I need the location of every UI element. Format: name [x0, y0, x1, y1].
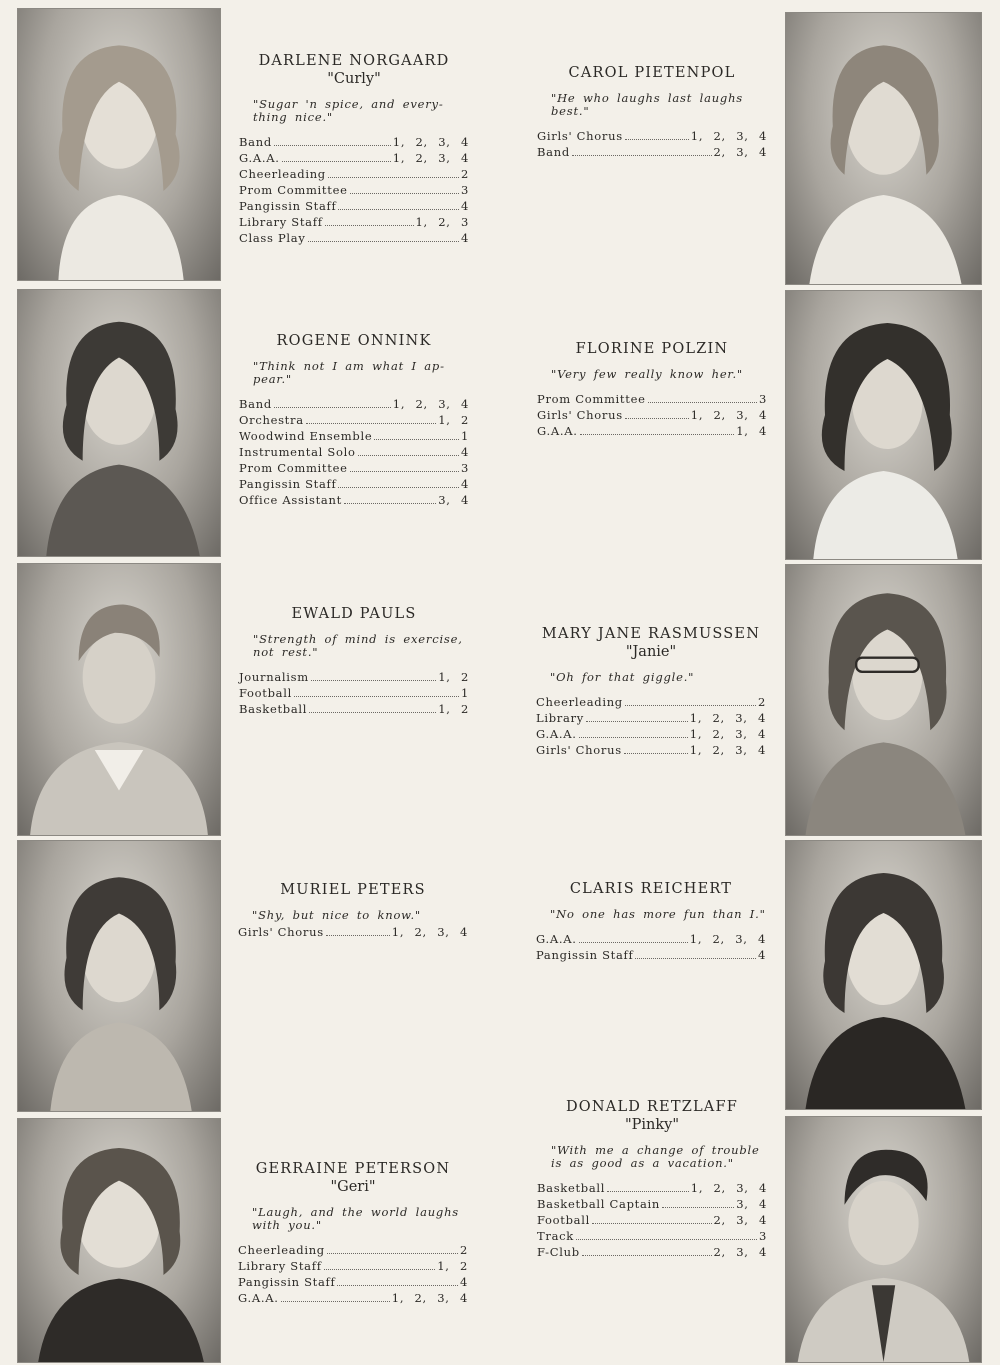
activity-row — [239, 685, 469, 701]
activity-label: Office Assistant — [239, 493, 342, 507]
activity-years: 1, 2, 3, 4 — [689, 743, 766, 757]
portrait-photo-muriel-peters — [17, 840, 221, 1112]
activity-row — [239, 166, 469, 182]
student-entry-ewald-pauls — [239, 605, 469, 717]
dot-leader — [625, 130, 689, 140]
activity-years: 3, 4 — [736, 1197, 767, 1211]
dot-leader — [324, 1260, 436, 1270]
student-nickname: "Pinky" — [624, 1117, 680, 1133]
activity-label: Prom Committee — [239, 183, 348, 197]
student-quote: "No one has more fun than I." — [550, 907, 766, 921]
student-name: MARY JANE RASMUSSEN — [541, 626, 761, 642]
dot-leader — [350, 462, 459, 472]
activity-row — [238, 924, 468, 940]
dot-leader — [327, 1244, 458, 1254]
activity-years: 3 — [758, 392, 767, 406]
activity-row — [239, 701, 469, 717]
dot-leader — [586, 712, 688, 722]
activity-years: 1, 2 — [437, 1259, 468, 1273]
activity-row — [536, 710, 766, 726]
activity-years: 1, 2, 3, 4 — [391, 925, 468, 939]
activity-row — [537, 407, 767, 423]
activity-years: 1, 2, 3, 4 — [689, 711, 766, 725]
dot-leader — [358, 446, 459, 456]
activity-label: Prom Committee — [239, 461, 348, 475]
activity-years: 4 — [460, 231, 469, 245]
activity-list — [537, 391, 767, 439]
activity-label: Cheerleading — [536, 695, 623, 709]
dot-leader — [350, 184, 459, 194]
dot-leader — [607, 1182, 689, 1192]
dot-leader — [328, 168, 459, 178]
activity-label: Basketball Captain — [537, 1197, 661, 1211]
activity-row — [239, 460, 469, 476]
student-entry-carol-pietenpol — [537, 64, 767, 160]
dot-leader — [338, 200, 459, 210]
activity-label: Library — [536, 711, 584, 725]
activity-row — [536, 742, 766, 758]
activity-years: 4 — [460, 445, 469, 459]
activity-label: Pangissin Staff — [239, 477, 337, 491]
portrait-photo-mary-jane-rasmussen — [785, 564, 982, 836]
student-name: DARLENE NORGAARD — [258, 53, 450, 69]
activity-years: 1, 2, 3, 4 — [690, 129, 767, 143]
activity-label: Football — [239, 686, 292, 700]
student-entry-donald-retzlaff — [537, 1098, 767, 1260]
activity-row — [239, 198, 469, 214]
activity-label: Instrumental Solo — [239, 445, 356, 459]
activity-label: Girls' Chorus — [537, 129, 623, 143]
student-quote: "Very few really know her." — [551, 367, 744, 381]
activity-years: 1, 4 — [736, 424, 767, 438]
student-quote: "Oh for that giggle." — [550, 670, 695, 684]
activity-years: 1 — [460, 686, 469, 700]
dot-leader — [309, 703, 436, 713]
activity-years: 2 — [459, 1243, 468, 1257]
activity-label: Basketball — [537, 1181, 606, 1195]
activity-row — [239, 182, 469, 198]
activity-list — [239, 134, 469, 246]
activity-row — [239, 428, 469, 444]
activity-row — [537, 1212, 767, 1228]
activity-years: 2, 3, 4 — [713, 145, 767, 159]
student-quote: "Strength of mind is exercise, not rest." — [253, 632, 463, 659]
activity-row — [238, 1274, 468, 1290]
student-entry-rogene-onnink — [239, 332, 469, 508]
activity-list — [536, 931, 766, 963]
activity-label: Library Staff — [238, 1259, 322, 1273]
dot-leader — [374, 430, 459, 440]
portrait-photo-ewald-pauls — [17, 563, 221, 836]
student-name: EWALD PAULS — [291, 606, 417, 622]
student-quote: "With me a change of trouble is as good as a vacation." — [551, 1143, 760, 1170]
activity-row — [537, 1244, 767, 1260]
student-name: ROGENE ONNINK — [276, 333, 432, 349]
activity-list — [238, 1242, 468, 1306]
activity-row — [239, 669, 469, 685]
activity-years: 2, 3, 4 — [713, 1245, 767, 1259]
dot-leader — [625, 696, 756, 706]
dot-leader — [344, 494, 436, 504]
activity-label: Woodwind Ensemble — [239, 429, 373, 443]
activity-years: 1, 2 — [438, 670, 469, 684]
dot-leader — [282, 152, 391, 162]
activity-row — [239, 396, 469, 412]
activity-row — [536, 947, 766, 963]
activity-years: 3, 4 — [438, 493, 469, 507]
activity-years: 4 — [459, 1275, 468, 1289]
activity-label: Pangissin Staff — [536, 948, 634, 962]
student-nickname: "Curly" — [327, 71, 381, 87]
activity-label: Journalism — [239, 670, 309, 684]
dot-leader — [572, 146, 712, 156]
activity-label: Cheerleading — [238, 1243, 325, 1257]
activity-row — [537, 1196, 767, 1212]
activity-row — [537, 1180, 767, 1196]
student-entry-darlene-norgaard — [239, 52, 469, 246]
activity-row — [239, 230, 469, 246]
activity-label: G.A.A. — [536, 932, 577, 946]
student-entry-claris-reichert — [536, 880, 766, 963]
activity-years: 3 — [460, 461, 469, 475]
dot-leader — [337, 1276, 458, 1286]
activity-label: Cheerleading — [239, 167, 326, 181]
dot-leader — [579, 728, 688, 738]
dot-leader — [281, 1292, 390, 1302]
activity-label: Track — [537, 1229, 574, 1243]
student-name: GERRAINE PETERSON — [255, 1161, 451, 1177]
activity-row — [239, 134, 469, 150]
portrait-photo-florine-polzin — [785, 290, 982, 560]
student-name: FLORINE POLZIN — [575, 341, 729, 357]
dot-leader — [306, 414, 436, 424]
activity-row — [238, 1258, 468, 1274]
portrait-photo-claris-reichert — [785, 840, 982, 1110]
activity-row — [537, 144, 767, 160]
dot-leader — [624, 744, 688, 754]
student-nickname: "Geri" — [330, 1179, 376, 1195]
activity-label: Girls' Chorus — [238, 925, 324, 939]
activity-years: 1, 2, 3, 4 — [690, 1181, 767, 1195]
activity-row — [536, 726, 766, 742]
dot-leader — [274, 398, 391, 408]
dot-leader — [338, 478, 459, 488]
activity-row — [536, 931, 766, 947]
activity-row — [239, 444, 469, 460]
activity-row — [239, 214, 469, 230]
portrait-photo-donald-retzlaff — [785, 1116, 982, 1363]
dot-leader — [294, 687, 459, 697]
activity-label: Band — [537, 145, 570, 159]
activity-years: 3 — [460, 183, 469, 197]
activity-years: 1, 2, 3, 4 — [392, 397, 469, 411]
activity-row — [537, 1228, 767, 1244]
dot-leader — [308, 232, 459, 242]
activity-years: 4 — [757, 948, 766, 962]
activity-label: F-Club — [537, 1245, 580, 1259]
activity-years: 4 — [460, 477, 469, 491]
dot-leader — [580, 425, 735, 435]
activity-row — [239, 492, 469, 508]
student-quote: "Laugh, and the world laughs with you." — [252, 1205, 460, 1232]
activity-label: Basketball — [239, 702, 308, 716]
activity-row — [238, 1290, 468, 1306]
activity-list — [536, 694, 766, 758]
activity-years: 2 — [460, 167, 469, 181]
activity-years: 1, 2, 3, 4 — [392, 151, 469, 165]
activity-row — [239, 412, 469, 428]
activity-years: 3 — [758, 1229, 767, 1243]
activity-row — [239, 476, 469, 492]
activity-years: 1, 2 — [438, 413, 469, 427]
activity-years: 1, 2, 3, 4 — [689, 932, 766, 946]
activity-years: 1, 2, 3, 4 — [690, 408, 767, 422]
activity-years: 1, 2, 3, 4 — [392, 135, 469, 149]
activity-years: 2 — [757, 695, 766, 709]
dot-leader — [582, 1246, 712, 1256]
student-name: MURIEL PETERS — [280, 882, 426, 898]
activity-label: G.A.A. — [239, 151, 280, 165]
activity-label: Prom Committee — [537, 392, 646, 406]
student-entry-muriel-peters — [238, 881, 468, 940]
student-quote: "Sugar 'n spice, and every-thing nice." — [253, 97, 444, 124]
activity-label: Pangissin Staff — [239, 199, 337, 213]
activity-label: G.A.A. — [238, 1291, 279, 1305]
activity-years: 1, 2, 3 — [415, 215, 469, 229]
dot-leader — [662, 1198, 734, 1208]
activity-label: Girls' Chorus — [536, 743, 622, 757]
student-nickname: "Janie" — [625, 644, 677, 660]
activity-label: Band — [239, 397, 272, 411]
dot-leader — [325, 216, 414, 226]
student-quote: "Think not I am what I ap-pear." — [253, 359, 445, 386]
activity-list — [239, 396, 469, 508]
dot-leader — [579, 933, 688, 943]
dot-leader — [576, 1230, 757, 1240]
activity-label: Class Play — [239, 231, 306, 245]
activity-years: 1, 2 — [438, 702, 469, 716]
dot-leader — [625, 409, 689, 419]
portrait-photo-carol-pietenpol — [785, 12, 982, 285]
portrait-photo-rogene-onnink — [17, 289, 221, 557]
activity-row — [537, 128, 767, 144]
dot-leader — [274, 136, 391, 146]
activity-list — [238, 924, 468, 940]
dot-leader — [592, 1214, 712, 1224]
activity-label: Orchestra — [239, 413, 304, 427]
activity-label: G.A.A. — [536, 727, 577, 741]
student-quote: "Shy, but nice to know." — [252, 908, 422, 922]
activity-label: G.A.A. — [537, 424, 578, 438]
activity-label: Football — [537, 1213, 590, 1227]
dot-leader — [648, 393, 757, 403]
dot-leader — [635, 949, 756, 959]
portrait-photo-gerraine-peterson — [17, 1118, 221, 1363]
dot-leader — [326, 926, 390, 936]
activity-row — [239, 150, 469, 166]
activity-row — [537, 423, 767, 439]
activity-list — [537, 128, 767, 160]
activity-years: 1, 2, 3, 4 — [391, 1291, 468, 1305]
activity-years: 2, 3, 4 — [713, 1213, 767, 1227]
student-name: DONALD RETZLAFF — [565, 1099, 738, 1115]
student-entry-mary-jane-rasmussen — [536, 625, 766, 758]
activity-list — [239, 669, 469, 717]
portrait-photo-darlene-norgaard — [17, 8, 221, 281]
activity-years: 4 — [460, 199, 469, 213]
student-quote: "He who laughs last laughs best." — [551, 91, 743, 118]
student-name: CLARIS REICHERT — [569, 881, 733, 897]
activity-label: Girls' Chorus — [537, 408, 623, 422]
activity-row — [536, 694, 766, 710]
dot-leader — [311, 671, 436, 681]
student-name: CAROL PIETENPOL — [568, 65, 736, 81]
activity-years: 1 — [460, 429, 469, 443]
activity-row — [238, 1242, 468, 1258]
activity-row — [537, 391, 767, 407]
activity-list — [537, 1180, 767, 1260]
activity-years: 1, 2, 3, 4 — [689, 727, 766, 741]
student-entry-gerraine-peterson — [238, 1160, 468, 1306]
activity-label: Band — [239, 135, 272, 149]
activity-label: Library Staff — [239, 215, 323, 229]
student-entry-florine-polzin — [537, 340, 767, 439]
activity-label: Pangissin Staff — [238, 1275, 336, 1289]
